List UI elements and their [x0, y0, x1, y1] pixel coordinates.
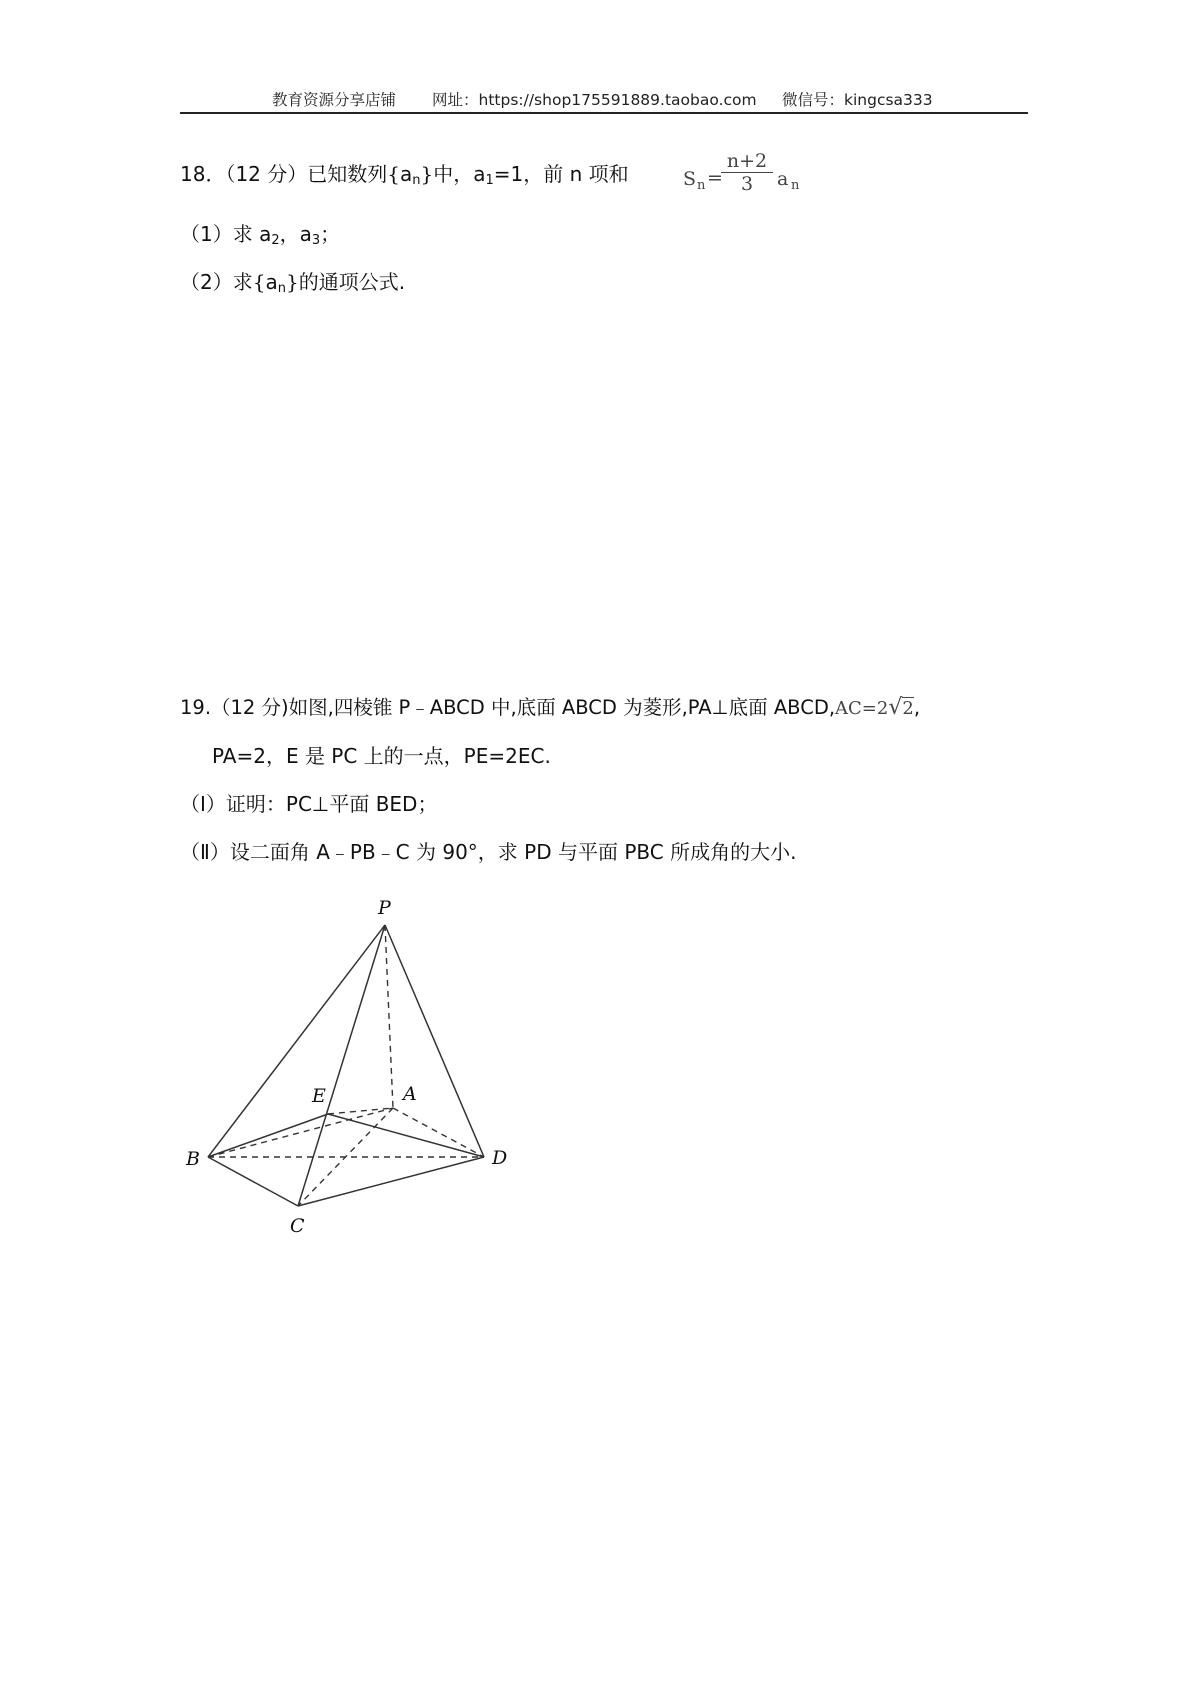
q19-line2: PA=2，E 是 PC 上的一点，PE=2EC. — [212, 744, 551, 768]
q18-part1 — [180, 220, 340, 248]
formula-S: S — [683, 168, 697, 190]
q18-mid: 中，a — [433, 162, 486, 186]
q19-ac-sqrt: 2 — [902, 698, 914, 719]
edge-PD — [385, 925, 484, 1157]
q18-sum-formula: S n = $\frac{n+2}{3}$ a n — [683, 150, 800, 195]
label-C: C — [290, 1215, 305, 1237]
edge-PC — [298, 925, 385, 1206]
q18-part2-seq: a — [265, 270, 278, 294]
edge-AD — [393, 1108, 484, 1157]
label-B: B — [186, 1148, 200, 1170]
q18-part1-sub2: 3 — [311, 233, 321, 248]
q18-seq-sub: n — [412, 173, 421, 188]
q18-part2: （2）求$\{a_n\}$的通项公式. — [180, 270, 406, 296]
header-wechat: 微信号：kingcsa333 — [782, 91, 933, 109]
q19-part2: （Ⅱ）设二面角 A﹣PB﹣C 为 90°，求 PD 与平面 PBC 所成角的大小. — [180, 840, 797, 864]
formula-fraction — [721, 150, 773, 195]
q19-line1 — [180, 694, 920, 723]
sqrt-icon: √ — [888, 695, 903, 720]
q18-part2-end: 的通项公式. — [298, 270, 406, 294]
q19-part1: （Ⅰ）证明：PC⊥平面 BED； — [180, 792, 438, 816]
header-shop: 教育资源分享店铺 — [272, 91, 397, 109]
q18-part2-sub: n — [277, 281, 286, 296]
q18-part2-prefix: （2）求 — [180, 270, 253, 294]
q18-part1-end: ； — [320, 222, 341, 246]
q19-ac-end: , — [913, 696, 921, 719]
formula-a: a — [777, 168, 789, 190]
q18-stem: 18．（12 分）已知数列$\{a_n\}$中，$a_1=1$，前 n 项和 — [180, 162, 629, 188]
edge-PA — [385, 925, 393, 1108]
q18-intro: 18．（12 分）已知数列 — [180, 162, 388, 186]
header-url[interactable]: 网址：https://shop175591889.taobao.com — [432, 91, 757, 109]
label-P: P — [378, 897, 391, 919]
page-header — [180, 84, 1028, 114]
q18-part1-mid: ，a — [279, 222, 312, 246]
edge-CD — [298, 1157, 484, 1206]
q18-a1-sub: 1 — [485, 173, 494, 188]
formula-eq: = — [707, 167, 723, 189]
q18-part1-prefix: （1）求 a — [180, 222, 272, 246]
edge-BE — [208, 1114, 328, 1157]
q19-ac-formula: AC=2 — [835, 698, 889, 719]
q19-line1-text: 19.（12 分)如图,四棱锥 P﹣ABCD 中,底面 ABCD 为菱形,PA⊥底面 ABCD, — [180, 696, 836, 719]
edge-BA — [208, 1108, 393, 1157]
pyramid-figure — [180, 890, 520, 1240]
pyramid-svg — [180, 890, 520, 1240]
q18-seq: a — [400, 162, 413, 186]
q18-part1-sub1: 2 — [271, 233, 280, 248]
label-A: A — [403, 1083, 417, 1105]
label-D: D — [492, 1147, 508, 1169]
q18-a1-rest: =1，前 n 项和 — [493, 162, 629, 186]
formula-denominator: 3 — [740, 173, 754, 195]
label-E: E — [312, 1085, 326, 1107]
edge-BC — [208, 1157, 298, 1206]
formula-numerator: n+2 — [721, 150, 773, 173]
